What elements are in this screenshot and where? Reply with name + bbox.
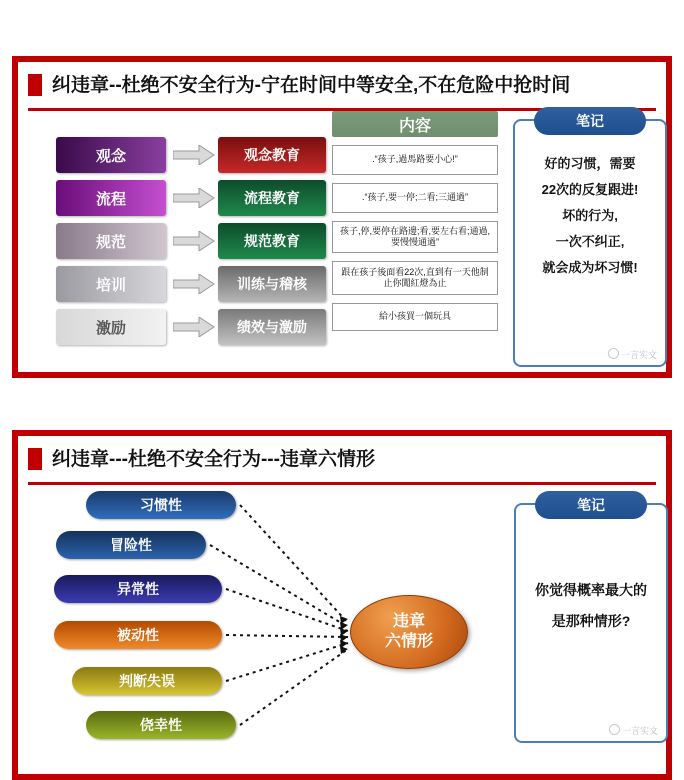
education-item[interactable]: 绩效与激励 bbox=[218, 309, 326, 345]
chain-item[interactable]: 培训 bbox=[56, 266, 166, 302]
slide-2-body bbox=[18, 485, 666, 770]
arrow-right-icon bbox=[170, 223, 218, 259]
center-node-line2: 六情形 bbox=[384, 633, 433, 650]
violation-pill[interactable]: 冒险性 bbox=[56, 531, 206, 559]
content-item: .“孩子,要一停;二看;三通過” bbox=[332, 183, 498, 213]
education-column bbox=[218, 137, 326, 352]
note-caption: 笔记 bbox=[534, 107, 646, 135]
note-card bbox=[513, 113, 667, 367]
note-line: 坏的行为, bbox=[562, 208, 618, 223]
note-line: 你觉得概率最大的 bbox=[535, 582, 647, 598]
center-node-line1: 违章 bbox=[392, 613, 425, 630]
flag-icon bbox=[28, 448, 42, 470]
content-header: 内容 bbox=[332, 111, 498, 137]
note-body bbox=[516, 505, 666, 645]
note-line: 22次的反复跟进! bbox=[541, 182, 639, 197]
watermark-icon bbox=[608, 348, 619, 359]
content-column bbox=[332, 111, 498, 331]
watermark: 一言实文 bbox=[608, 348, 657, 361]
content-item: 孩子,停,要停在路邊;看,要左右看;通過,要慢慢通過” bbox=[332, 221, 498, 253]
chain-column bbox=[56, 137, 166, 352]
violation-pill[interactable]: 习惯性 bbox=[86, 491, 236, 519]
chain-item[interactable]: 流程 bbox=[56, 180, 166, 216]
slide-1-title-bar bbox=[28, 68, 656, 111]
slide-1-title: 纠违章--杜绝不安全行为-宁在时间中等安全,不在危险中抢时间 bbox=[52, 75, 571, 96]
arrow-right-icon bbox=[170, 309, 218, 345]
arrow-column bbox=[170, 137, 218, 352]
slide-1 bbox=[12, 56, 672, 378]
chain-item[interactable]: 观念 bbox=[56, 137, 166, 173]
violation-pill[interactable]: 判断失误 bbox=[72, 667, 222, 695]
content-item: 給小孩買一個玩具 bbox=[332, 303, 498, 331]
note-line: 就会成为坏习惯! bbox=[542, 260, 638, 275]
watermark-icon bbox=[609, 724, 620, 735]
education-item[interactable]: 规范教育 bbox=[218, 223, 326, 259]
note-caption: 笔记 bbox=[535, 491, 647, 519]
note-line: 一次不纠正, bbox=[555, 234, 625, 249]
education-item[interactable]: 流程教育 bbox=[218, 180, 326, 216]
chain-item[interactable]: 激励 bbox=[56, 309, 166, 345]
slide-1-body bbox=[18, 111, 666, 371]
center-node[interactable] bbox=[350, 595, 468, 669]
slide-2-title: 纠违章---杜绝不安全行为---违章六情形 bbox=[52, 449, 375, 470]
arrow-right-icon bbox=[170, 137, 218, 173]
content-item: 跟在孩子後面看22次,直到有一天他制止你闖紅燈為止 bbox=[332, 261, 498, 295]
chain-item[interactable]: 规范 bbox=[56, 223, 166, 259]
note-body bbox=[515, 121, 665, 289]
violation-pill[interactable]: 被动性 bbox=[54, 621, 222, 649]
note-line: 好的习惯，需要 bbox=[544, 156, 636, 171]
slide-2-title-bar bbox=[28, 442, 656, 485]
note-card bbox=[514, 497, 668, 743]
watermark: 一言实文 bbox=[609, 724, 658, 737]
education-item[interactable]: 训练与稽核 bbox=[218, 266, 326, 302]
content-item: .“孩子,過馬路要小心!” bbox=[332, 145, 498, 175]
note-line: 是那种情形? bbox=[551, 612, 631, 629]
violation-pill[interactable]: 异常性 bbox=[54, 575, 222, 603]
arrow-right-icon bbox=[170, 180, 218, 216]
slide-2 bbox=[12, 430, 672, 780]
violation-pill[interactable]: 侥幸性 bbox=[86, 711, 236, 739]
arrow-right-icon bbox=[170, 266, 218, 302]
flag-icon bbox=[28, 74, 42, 96]
education-item[interactable]: 观念教育 bbox=[218, 137, 326, 173]
